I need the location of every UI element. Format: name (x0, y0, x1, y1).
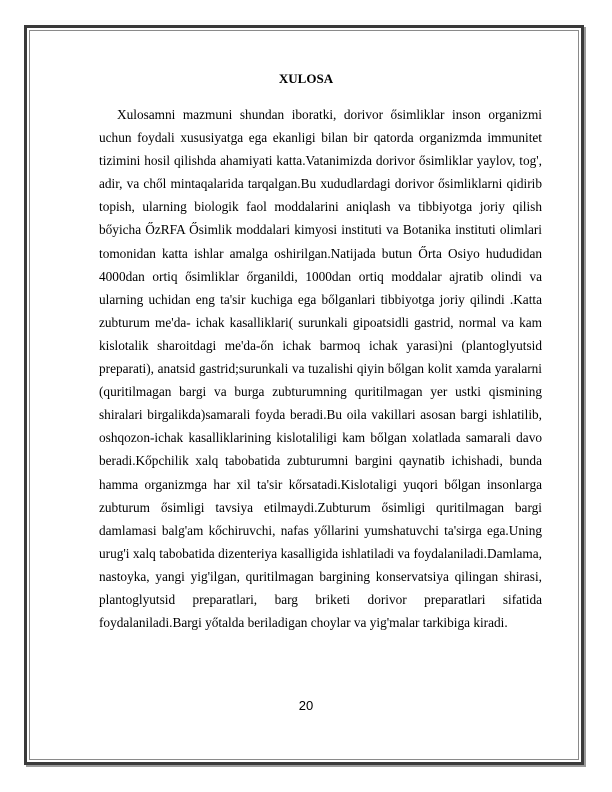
body-paragraph: Xulosamni mazmuni shundan iboratki, dorivor ősimliklar inson organizmi uchun foydali xususiyatga ega ekanligi bilan bir qatorda organizmda immunitet tizimini hosil qilishda ahamiyati katta.Vatanimizda dorivor ősimliklar yaylov, tog', adir, va chől mintaqalarida tarqalgan.Bu xududlardagi dorivor ősimliklarni qidirib topish, ularning biologik faol moddalarini aniqlash va tibbiyotga joriy qilish bőyicha ŐzRFA Ősimlik moddalari kimyosi instituti va Botanika instituti olimlari tomonidan katta ishlar amalga oshirilgan.Natijada butun Őrta Osiyo hududidan 4000dan ortiq ősimliklar őrganildi, 1000dan ortiq moddalar ajratib olindi va ularning uchidan eng ta'sir kuchiga ega bőlganlari tibbiyotga joriy qilindi .Katta zubturum me'da- ichak kasalliklari( surunkali gipoatsidli gastrid, normal va kam kislotalik sharoitdagi me'da-őn ichak barmoq ichak yarasi)ni (plantoglyutsid preparati), anatsid gastrid;surunkali va tuzalishi qiyin bőlgan kolit xamda yaralarni (quritilmagan bargi va burga zubturumning quritilmagan yer ustki qismining shiralari birgalikda)samarali foyda beradi.Bu oila vakillari asosan bargi ishlatilib, oshqozon-ichak kasalliklarining kislotaliligi kam bőlgan xolatlada samarali davo beradi.Kőpchilik xalq tabobatida zubturumni bargini qaynatib ichishadi, bunda hamma organizmga har xil ta'sir kőrsatadi.Kislotaligi yuqori bőlgan insonlarga zubturum ősimligi tavsiya etilmaydi.Zubturum ősimligi quritilmagan bargi damlamasi balg'am kőchiruvchi, nafas yőllarini yumshatuvchi ta'sirga ega.Uning urug'i xalq tabobatida dizenteriya kasalligida ishlatiladi va foydalaniladi.Damlama, nastoyka, yangi yig'ilgan, quritilmagan bargining konservatsiya qilingan shirasi, plantoglyutsid preparatlari, barg briketi dorivor preparatlari sifatida foydalaniladi.Bargi yőtalda beriladigan choylar va yig'malar tarkibiga kiradi. (99, 107, 542, 631)
page-number: 20 (298, 698, 314, 713)
section-title: XULOSA (278, 71, 334, 86)
